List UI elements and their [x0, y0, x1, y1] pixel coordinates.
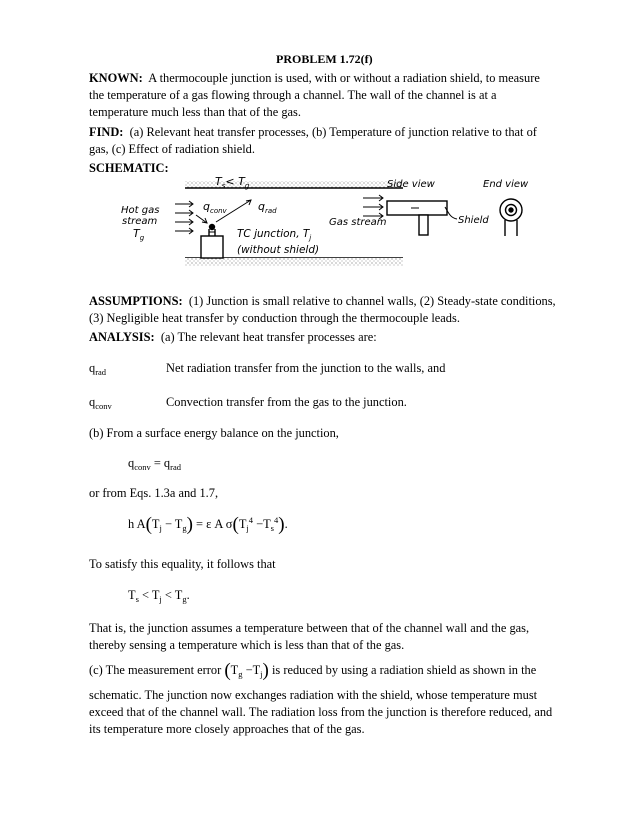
svg-text:qrad	[258, 200, 277, 215]
eq2-eq: = ε A σ	[192, 517, 233, 531]
eq2-s: s	[270, 523, 274, 533]
q-conv-q: q	[203, 200, 210, 213]
process-row	[89, 360, 106, 377]
ineq-Ts: T	[128, 588, 136, 602]
ts-lt: < T	[225, 175, 245, 188]
svg-text:Ts< Tg	[215, 175, 250, 190]
assumptions-line2: (3) Negligible heat transfer by conduction through the thermocouple leads.	[89, 311, 460, 325]
tg-T: T	[133, 227, 140, 240]
schematic-label: SCHEMATIC:	[89, 161, 169, 175]
gas-stream-label: Gas stream	[329, 217, 387, 228]
inequality	[128, 587, 190, 604]
tc-junction-label: TC junction, T	[237, 228, 310, 240]
eq2-j2: j	[246, 523, 249, 533]
that-is-line1: That is, the junction assumes a temperature between that of the channel wall and the gas,	[89, 621, 530, 635]
process-desc: Net radiation transfer from the junction to the walls, and	[166, 361, 446, 375]
equation-2: h $A(T_j - T_g) = \varepsilon$ A $\sigma(T_j^4 -T_s^4)$.	[128, 514, 288, 535]
analysis-intro: (a) The relevant heat transfer processes are:	[160, 330, 377, 344]
that-is-line2: thereby sensing a temperature which is less than that of the gas.	[89, 638, 405, 652]
find-line1: (a) Relevant heat transfer processes, (b) Temperature of junction relative to that of	[129, 125, 537, 139]
part-c-paragraph	[89, 687, 609, 738]
q-rad-q: q	[258, 200, 265, 213]
end-view-label: End view	[483, 179, 529, 190]
known-section	[89, 70, 589, 121]
side-view-label: Side view	[387, 179, 435, 190]
part-c-prefix: (c) The measurement error	[89, 663, 222, 677]
process-q: q	[89, 395, 96, 409]
eq2-minus: − T	[161, 517, 183, 531]
ts-g: g	[244, 182, 250, 190]
ineq-dot: .	[186, 588, 190, 602]
tc-sub: j	[309, 234, 312, 242]
bottom-wall	[185, 258, 403, 266]
process-desc: Convection transfer from the gas to the junction.	[166, 395, 407, 409]
page-title: PROBLEM 1.72(f)	[276, 52, 373, 66]
that-is-paragraph	[89, 620, 589, 654]
inlet-arrows	[175, 201, 193, 234]
stream-label: stream	[122, 216, 158, 227]
ineq-s: s	[135, 594, 139, 604]
analysis-label: ANALYSIS:	[89, 330, 155, 344]
part-c-line3: exceed that of the channel wall. The radiation loss from the junction is therefore reduced, and	[89, 705, 553, 719]
process-q: q	[89, 361, 96, 375]
known-label: KNOWN:	[89, 71, 143, 85]
eq2-dot: .	[284, 517, 288, 531]
part-b-text: (b) From a surface energy balance on the junction,	[89, 426, 339, 440]
part-c-line4: its temperature more closely approaches that of the gas.	[89, 722, 365, 736]
part-c-j: j	[260, 669, 263, 679]
ineq-g: g	[182, 594, 187, 604]
part-c-Tg: T	[230, 663, 239, 677]
known-line3: temperature much less than that of the gas.	[89, 105, 301, 119]
side-view-shield	[387, 201, 447, 235]
assumptions-section	[89, 293, 589, 327]
q-conv-arrow	[196, 215, 207, 223]
eq2-minus2: −T	[253, 517, 271, 531]
assumptions-line1: (1) Junction is small relative to channel walls, (2) Steady-state conditions,	[188, 294, 556, 308]
svg-text:Tg	[133, 227, 145, 242]
eq2-hA: h A	[128, 517, 146, 531]
hot-gas-label: Hot gas	[121, 205, 160, 216]
satisfy-text: To satisfy this equality, it follows that	[89, 557, 276, 571]
eq2-g: g	[182, 523, 187, 533]
find-label: FIND:	[89, 125, 124, 139]
equation-1	[128, 455, 181, 472]
eq1-eq: = q	[150, 456, 171, 470]
end-view-shield	[500, 199, 522, 236]
analysis-heading	[89, 329, 589, 346]
ineq-j: j	[159, 594, 162, 604]
eq2-Tj: T	[151, 517, 160, 531]
process-sub: rad	[95, 367, 107, 377]
ineq-lt1: < T	[138, 588, 160, 602]
thermocouple-probe	[201, 224, 223, 258]
q-rad-sub: rad	[264, 207, 277, 215]
without-shield-label: (without shield)	[237, 244, 320, 256]
part-c-g: g	[238, 669, 243, 679]
part-c-line1: (c) The measurement error $(T_g -T_j)$ is reduced by using a radiation shield as shown in the	[89, 660, 537, 681]
schematic-figure	[115, 174, 540, 272]
eq1-s2: rad	[170, 462, 181, 472]
eq1-q1: q	[128, 456, 135, 470]
known-line2: the temperature of a gas flowing through a channel. The wall of the channel is at a	[89, 88, 497, 102]
eq2-j: j	[159, 523, 162, 533]
eq1-s1: conv	[134, 462, 151, 472]
assumptions-label: ASSUMPTIONS:	[89, 294, 183, 308]
ts-sub: s	[221, 182, 226, 190]
find-line2: gas, (c) Effect of radiation shield.	[89, 142, 255, 156]
side-view-arrows	[363, 195, 383, 219]
process-row	[89, 394, 112, 411]
eq2-Tj4: T	[238, 517, 247, 531]
eq2-four1: 4	[248, 515, 254, 525]
svg-text:qconv	[203, 200, 228, 215]
q-conv-sub: conv	[209, 207, 227, 215]
ts-T: T	[215, 175, 222, 188]
or-from-text: or from Eqs. 1.3a and 1.7,	[89, 486, 219, 500]
part-c-suffix: is reduced by using a radiation shield as shown in the	[271, 663, 537, 677]
find-section	[89, 124, 589, 158]
tg-sub: g	[139, 234, 145, 242]
part-c-minus: −T	[242, 663, 261, 677]
shield-label: Shield	[458, 215, 489, 226]
eq2-four2: 4	[273, 515, 279, 525]
process-sub: conv	[95, 401, 112, 411]
ineq-lt2: < T	[161, 588, 183, 602]
part-c-line2: schematic. The junction now exchanges radiation with the shield, whose temperature must	[89, 688, 538, 702]
svg-text:TC junction, Tj	[237, 228, 311, 242]
known-line1: A thermocouple junction is used, with or without a radiation shield, to measure	[148, 71, 540, 85]
